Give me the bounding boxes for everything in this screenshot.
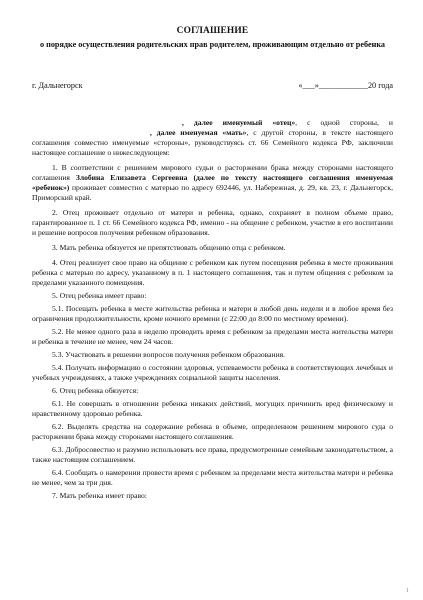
place-date-line [32, 81, 393, 90]
intro-paragraph: , далее именуемый «отец», с одной стороны, и , далее именуемая «мать», с другой стороны, в тексте настоящего соглашения совместно именуемые «стороны», руководствуясь ст. 66 Семейного кодекса РФ, заключили настоящее соглашение о нижеследующем: [32, 117, 393, 157]
paragraph: 5.3. Участвовать в решении вопросов получения ребенком образования. [52, 349, 286, 359]
document-subtitle: о порядке осуществления родительских прав родителем, проживающим отдельно от ребенка [39, 40, 386, 49]
paragraph: 4. Отец реализует свое право на общение с ребенком как путем посещения ребенка в месте проживания ребенка с матерью по адресу, указанному в п. 1 настоящего соглашения, так и путем общения с ребенком за пределами указанного помещения. [32, 257, 393, 287]
paragraph: 5. Отец ребенка имеет право: [52, 290, 147, 300]
paragraph: 1. В соответствии с решением мирового судьи о расторжении брака между сторонами настоящего соглашения Злобина Елизавета Сергеевна (далее по тексту настоящего соглашения именуемая «ребенок») проживает совместно с матерью по адресу 692446, ул. Набережная, д. 29, кв. 23, г. Дальнегорск, Приморский край. [32, 162, 393, 202]
city-text: г. Дальнегорск [32, 80, 83, 90]
paragraph: 6.4. Сообщать о намерении провести время с ребенком за пределами места жительства матери и ребенка не менее, чем за три дня. [32, 468, 393, 488]
paragraph: 5.4. Получать информацию о состоянии здоровья, успеваемости ребенка в соответствующих лечебных и учебных учреждениях, а также учреждениях социальной защиты населения. [32, 362, 393, 382]
paragraph: 2. Отец проживает отдельно от матери и ребенка, однако, сохраняет в полном объеме право, гарантированное п. 1 ст. 66 Семейного кодекса РФ, именно - на общение с ребенком, участие в его воспитании и решение вопросов получения ребенком образования. [32, 207, 393, 237]
document-title: СОГЛАШЕНИЕ [176, 26, 249, 36]
paragraph: 5.2. Не менее одного раза в неделю проводить время с ребенком за пределами места жительства матери и ребенка в течение не менее, чем 24 часов. [32, 326, 393, 346]
date-text: «___»____________20 года [298, 80, 393, 90]
paragraph: 6.2. Выделять средства на содержание ребенка в объеме, определенном решением мирового суда о расторжении брака между сторонами настоящего соглашения. [32, 422, 393, 442]
page-number: 1 [406, 588, 409, 594]
paragraph-list [32, 163, 393, 501]
paragraph: 6. Отец ребенка обязуется: [52, 386, 139, 396]
paragraph: 6.1. Не совершать в отношении ребенка никаких действий, могущих причинить вред физическому и нравственному здоровью ребенка. [32, 399, 393, 419]
paragraph: 6.3. Добросовестно и разумно использовать все права, предусмотренные семейным законодательством, а также настоящим соглашением. [32, 445, 393, 465]
paragraph: 7. Мать ребенка имеет право: [52, 491, 147, 501]
paragraph: 3. Мать ребенка обязуется не препятствовать общению отца с ребенком. [52, 242, 286, 252]
paragraph: 5.1. Посещать ребенка в месте жительства ребенка и матери в любой день недели и в любое время без ограничения продолжительности, кроме ночного времени (с 22:00 до 8:00 по местному времени). [32, 303, 393, 323]
